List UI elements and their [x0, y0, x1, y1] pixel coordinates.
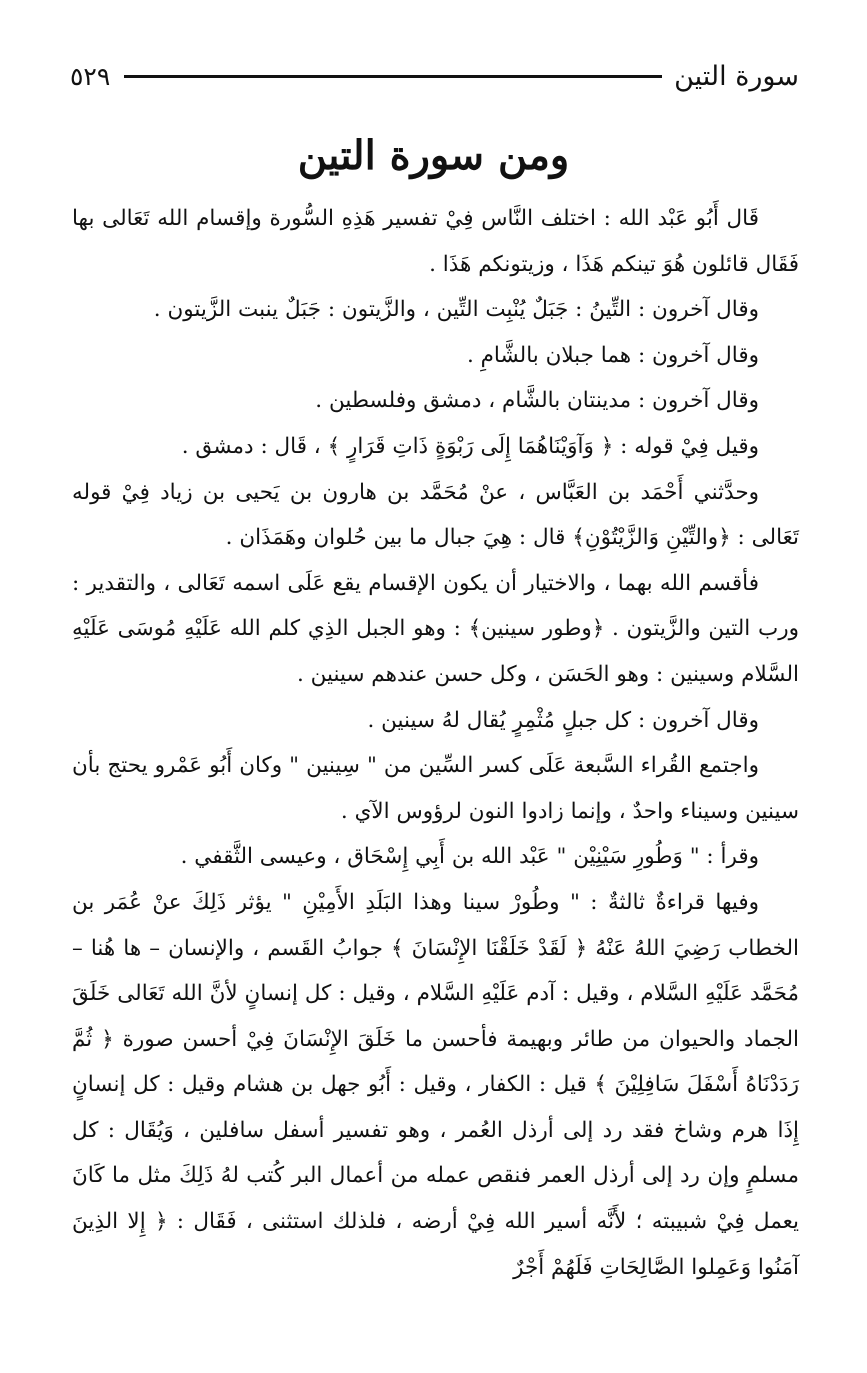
paragraph-11: وفيها قراءةٌ ثالثةٌ : " وطُورْ سينا وهذا البَلَدِ الأَمِيْنِ " يؤثر ذَلِكَ عنْ عُمَر بن الخطاب رَضِيَ اللهُ عَنْهُ ﴿ لَقَدْ خَلَقْنَا الإِنْسَانَ ﴾ جوابُ القَسم ، والإنسان – ها هُنا – مُحَمَّد عَلَيْهِ السَّلام ، وقيل : آدم عَلَيْهِ السَّلام ، وقيل : كل إنسانٍ لأنَّ الله تَعَالى خَلَقَ الجماد والحيوان من طائر وبهيمة فأحسن ما خَلَقَ الإِنْسَانَ فِيْ أحسن صورة ﴿ ثُمَّ رَدَدْنَاهُ أَسْفَلَ سَافِلِيْنَ ﴾ قيل : الكفار ، وقيل : أَبُو جهل بن هشام وقيل : كل إنسانٍ إِذَا هرم وشاخ فقد رد إلى أرذل العُمر ، وهو تفسير أسفل سافلين ، وَيُقَال : كل مسلمٍ وإن رد إلى أرذل العمر فنقص عمله من أعمال البر كُتب لهُ ذَلِكَ مثل ما كَانَ يعمل فِيْ شبيبته ؛ لأَنَّه أسير الله فِيْ أرضه ، فلذلك استثنى ، فَقَال : ﴿ إِلا الذِينَ آمَنُوا وَعَمِلوا الصَّالِحَاتِ فَلَهُمْ أَجْرٌ: [72, 889, 799, 1280]
header-rule: [124, 75, 662, 78]
paragraph-4: وقال آخرون : مدينتان بالشَّام ، دمشق وفلسطين .: [315, 388, 759, 414]
paragraph-9: واجتمع القُراء السَّبعة عَلَى كسر السِّين من " سِينين " وكان أَبُو عَمْرو يحتج بأن سينين وسيناء واحدٌ ، وإنما زادوا النون لرؤوس الآي .: [72, 753, 799, 824]
paragraph-3: وقال آخرون : هما جبلان بالشَّامِ .: [466, 342, 759, 368]
running-title: سورة التين: [674, 60, 799, 92]
paragraph-7: فأقسم الله بهما ، والاختيار أن يكون الإقسام يقع عَلَى اسمه تَعَالى ، والتقدير : ورب التين والزَّيتون . ﴿وطور سينين﴾ : وهو الجبل الذِي كلم الله عَلَيْهِ مُوسَى عَلَيْهِ السَّلام وسينين : وهو الحَسَن ، وكل حسن عندهم سينين .: [72, 570, 799, 687]
paragraph-10: وقرأ : " وَطُورِ سَيْنِيْن " عَبْد الله بن أَبِي إِسْحَاق ، وعيسى الثَّقفي .: [180, 844, 759, 870]
paragraph-5: وقيل فِيْ قوله : ﴿ وَآوَيْنَاهُمَا إِلَى رَبْوَةٍ ذَاتِ قَرَارٍ ﴾ ، قَال : دمشق .: [181, 433, 759, 459]
body-text: [72, 196, 799, 1290]
paragraph-1: قَال أَبُو عَبْد الله : اختلف النَّاس فِيْ تفسير هَذِهِ السُّورة وإقسام الله تَعَالى بها فَقَال قائلون هُوَ تينكم هَذَا ، وزيتونكم هَذَا .: [72, 206, 799, 277]
page-number: ٥٢٩: [70, 61, 111, 91]
running-header: [70, 56, 799, 96]
chapter-title: ومن سورة التين: [297, 132, 570, 179]
paragraph-2: وقال آخرون : التِّينُ : جَبَلٌ يُنْبِت التِّين ، والزَّيتون : جَبَلٌ ينبت الزَّيتون .: [153, 297, 759, 323]
paragraph-8: وقال آخرون : كل جبلٍ مُثْمِرٍ يُقال لهُ سينين .: [367, 707, 759, 733]
paragraph-6: وحدَّثني أَحْمَد بن العَبَّاس ، عنْ مُحَمَّد بن هارون بن يَحيى بن زياد فِيْ قوله تَعَالى : ﴿والتِّيْنِ وَالزَّيْتُوْنِ﴾ قال : هِيَ جبال ما بين حُلوان وهَمَذَان .: [72, 479, 799, 551]
